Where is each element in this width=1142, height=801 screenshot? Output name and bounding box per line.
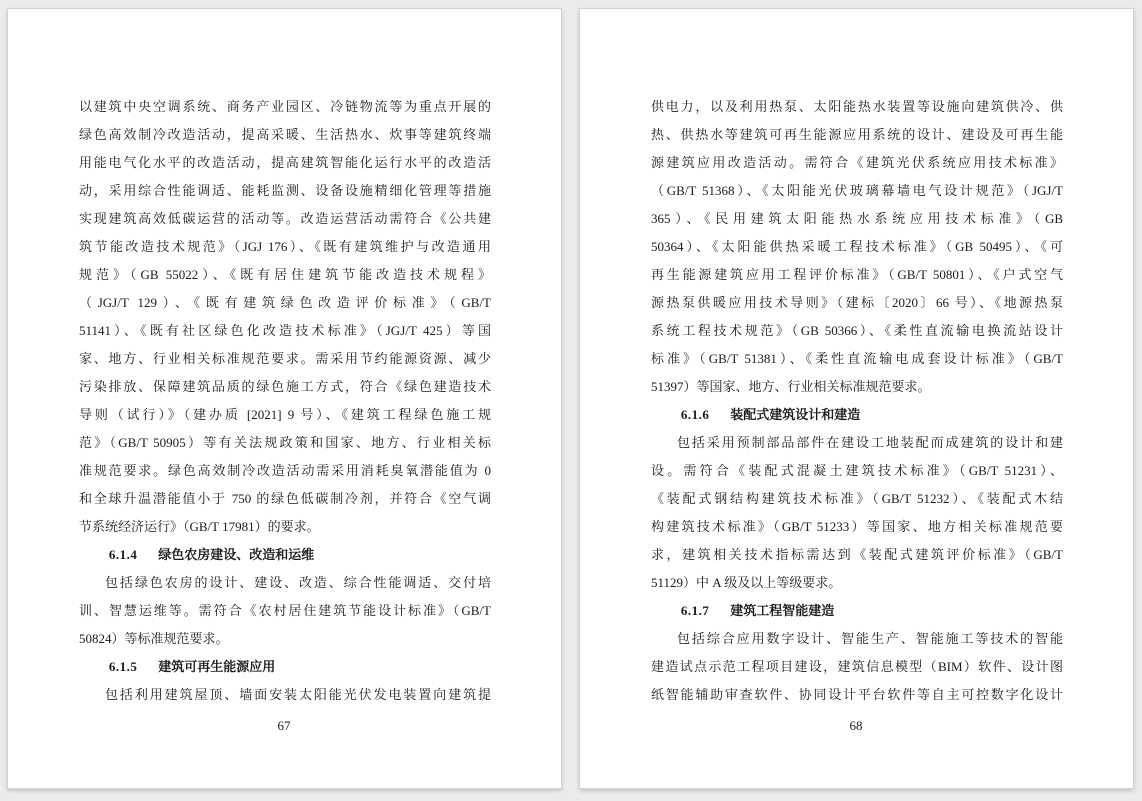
line-text: 标准》（GB/T 51381）、《柔性直流输电成套设计标准》（GB/T	[651, 351, 1063, 366]
heading-number: 6.1.6	[680, 407, 710, 422]
line-text: 规范》（GB 55022）、《既有居住建筑节能改造技术规程》	[79, 267, 491, 282]
text-line	[79, 401, 491, 429]
text-line	[79, 233, 491, 261]
text-line	[79, 149, 491, 177]
text-line	[651, 121, 1063, 149]
text-line	[651, 233, 1063, 261]
text-line	[651, 457, 1063, 485]
text-line	[79, 569, 491, 597]
text-line	[79, 289, 491, 317]
page-number-left: 67	[277, 718, 291, 733]
text-line	[79, 177, 491, 205]
line-text: （GB/T 51368）、《太阳能光伏玻璃幕墙电气设计规范》（JGJ/T	[651, 183, 1063, 198]
line-text: 50364）、《太阳能供热采暖工程技术标准》（GB 50495）、《可	[651, 239, 1063, 254]
line-text: 动，采用综合性能调适、能耗监测、设备设施精细化管理等措施	[79, 183, 491, 198]
line-text: 设。需符合《装配式混凝土建筑技术标准》（GB/T 51231）、	[651, 463, 1063, 478]
line-text: 《装配式钢结构建筑技术标准》（GB/T 51232）、《装配式木结	[651, 491, 1063, 506]
line-text: 纸智能辅助审查软件、协同设计平台软件等自主可控数字化设计	[651, 687, 1063, 702]
line-text: 365）、《民用建筑太阳能热水系统应用技术标准》（GB	[651, 211, 1063, 226]
line-text: 系统工程技术规范》（GB 50366）、《柔性直流输电换流站设计	[651, 323, 1063, 338]
line-text: 装配式建筑设计和建造	[730, 407, 861, 422]
text-line	[651, 317, 1063, 345]
text-line	[651, 205, 1063, 233]
line-text: 50824）等标准规范要求。	[79, 631, 229, 646]
line-text: 构建筑技术标准》（GB/T 51233）等国家、地方相关标准规范要	[651, 519, 1063, 534]
text-line	[79, 93, 491, 121]
text-line	[79, 121, 491, 149]
line-text: 准规范要求。绿色高效制冷改造活动需采用消耗臭氧潜能值为 0	[79, 463, 491, 478]
line-text: 包括利用建筑屋顶、墙面安装太阳能光伏发电装置向建筑提	[105, 687, 491, 702]
text-line	[651, 569, 1063, 597]
text-line	[79, 429, 491, 457]
text-line	[651, 429, 1063, 457]
text-line	[651, 681, 1063, 709]
text-line	[651, 345, 1063, 373]
text-line	[79, 373, 491, 401]
line-text: 实现建筑高效低碳运营的活动等。改造运营活动需符合《公共建	[79, 211, 491, 226]
line-text: 和全球升温潜能值小于 750 的绿色低碳制冷剂，并符合《空气调	[79, 491, 491, 506]
page-left-text-column	[79, 93, 491, 709]
heading-number: 6.1.7	[680, 603, 710, 618]
line-text: 51129）中 A 级及以上等级要求。	[651, 575, 842, 590]
line-text: 51141）、《既有社区绿色化改造技术标准》（JGJ/T 425）等国	[79, 323, 491, 338]
text-line	[79, 205, 491, 233]
page-right-text-column	[651, 93, 1063, 709]
line-text: 绿色农房建设、改造和运维	[158, 547, 315, 562]
page-right	[579, 8, 1134, 789]
text-line	[651, 541, 1063, 569]
text-line	[651, 625, 1063, 653]
text-line	[79, 261, 491, 289]
text-line	[651, 401, 1063, 429]
line-text: 导则（试行）》（建办质 [2021] 9 号）、《建筑工程绿色施工规	[79, 407, 491, 422]
text-line	[79, 485, 491, 513]
text-line	[651, 177, 1063, 205]
line-text: 供电力，以及利用热泵、太阳能热水装置等设施向建筑供冷、供	[651, 99, 1063, 114]
text-line	[651, 289, 1063, 317]
text-line	[79, 541, 491, 569]
line-text: 源建筑应用改造活动。需符合《建筑光伏系统应用技术标准》	[651, 155, 1063, 170]
line-text: 节系统经济运行》（GB/T 17981）的要求。	[79, 519, 320, 534]
line-text: 家、地方、行业相关标准规范要求。需采用节约能源资源、减少	[79, 351, 491, 366]
line-text: 范》（GB/T 50905）等有关法规政策和国家、地方、行业相关标	[79, 435, 491, 450]
text-line	[79, 625, 491, 653]
line-text: （JGJ/T 129）、《既有建筑绿色改造评价标准》（GB/T	[79, 295, 491, 310]
text-line	[79, 345, 491, 373]
line-text: 51397）等国家、地方、行业相关标准规范要求。	[651, 379, 931, 394]
text-line	[79, 317, 491, 345]
line-text: 包括绿色农房的设计、建设、改造、综合性能调适、交付培	[105, 575, 491, 590]
text-line	[79, 653, 491, 681]
text-line	[79, 681, 491, 709]
line-text: 包括综合应用数字设计、智能生产、智能施工等技术的智能	[677, 631, 1063, 646]
line-text: 污染排放、保障建筑品质的绿色施工方式，符合《绿色建造技术	[79, 379, 491, 394]
text-line	[651, 485, 1063, 513]
text-line	[651, 373, 1063, 401]
text-line	[651, 597, 1063, 625]
line-text: 求，建筑相关技术指标需达到《装配式建筑评价标准》（GB/T	[651, 547, 1063, 562]
line-text: 建筑可再生能源应用	[158, 659, 276, 674]
page-left	[7, 8, 562, 789]
line-text: 建造试点示范工程项目建设，建筑信息模型（BIM）软件、设计图	[651, 659, 1063, 674]
text-line	[79, 513, 491, 541]
page-number-right: 68	[849, 718, 863, 733]
line-text: 源热泵供暖应用技术导则》（建标〔2020〕66 号）、《地源热泵	[651, 295, 1063, 310]
text-line	[651, 149, 1063, 177]
text-line	[651, 261, 1063, 289]
line-text: 训、智慧运维等。需符合《农村居住建筑节能设计标准》（GB/T	[79, 603, 491, 618]
heading-number: 6.1.4	[108, 547, 138, 562]
text-line	[651, 653, 1063, 681]
line-text: 再生能源建筑应用工程评价标准》（GB/T 50801）、《户式空气	[651, 267, 1063, 282]
line-text: 建筑工程智能建造	[730, 603, 835, 618]
text-line	[651, 513, 1063, 541]
line-text: 热、供热水等建筑可再生能源应用系统的设计、建设及可再生能	[651, 127, 1063, 142]
text-line	[651, 93, 1063, 121]
line-text: 筑节能改造技术规范》（JGJ 176）、《既有建筑维护与改造通用	[79, 239, 491, 254]
line-text: 用能电气化水平的改造活动，提高建筑智能化运行水平的改造活	[79, 155, 491, 170]
text-line	[79, 457, 491, 485]
line-text: 以建筑中央空调系统、商务产业园区、冷链物流等为重点开展的	[79, 99, 491, 114]
line-text: 绿色高效制冷改造活动，提高采暖、生活热水、炊事等建筑终端	[79, 127, 491, 142]
heading-number: 6.1.5	[108, 659, 138, 674]
line-text: 包括采用预制部品部件在建设工地装配而成建筑的设计和建	[677, 435, 1063, 450]
text-line	[79, 597, 491, 625]
